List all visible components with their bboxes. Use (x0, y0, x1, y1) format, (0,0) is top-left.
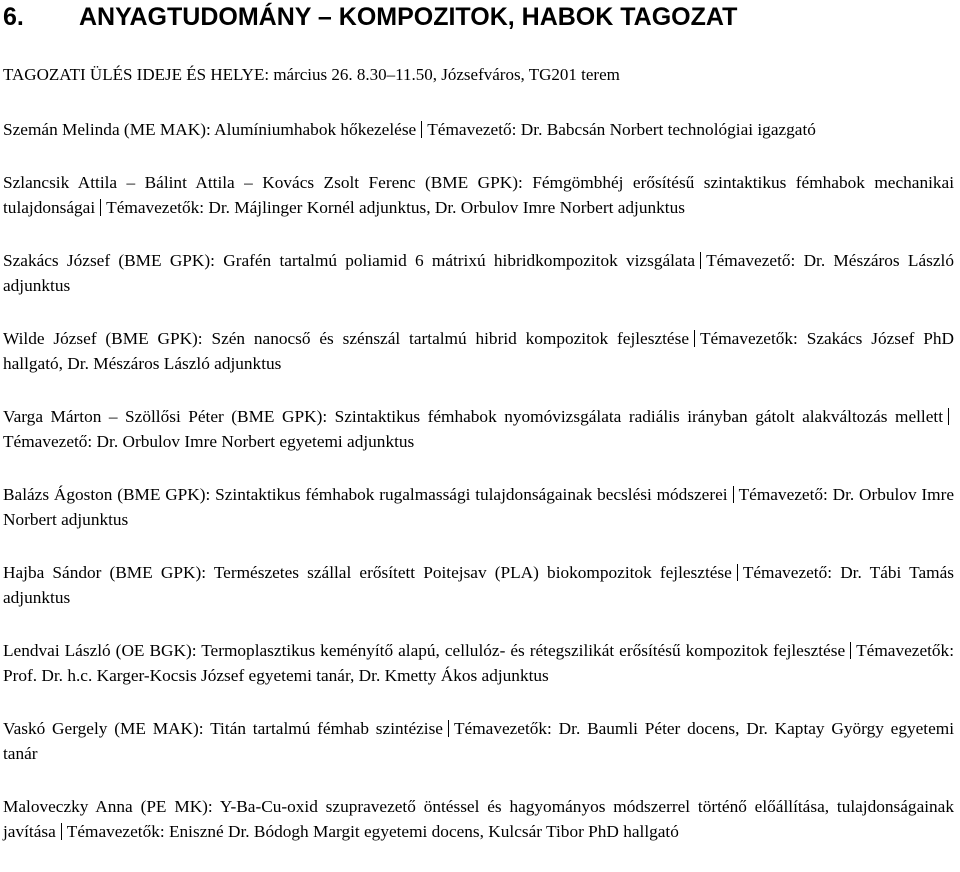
presentation-entry (3, 170, 954, 221)
separator-bar (61, 823, 62, 840)
presentation-title: Hajba Sándor (BME GPK): Természetes szállal erősített Poitejsav (PLA) biokompozitok fejlesztése (3, 562, 732, 582)
presentation-list (3, 117, 954, 872)
presentation-title: Balázs Ágoston (BME GPK): Szintaktikus fémhabok rugalmassági tulajdonságainak becslési módszerei (3, 484, 728, 504)
section-title: ANYAGTUDOMÁNY – KOMPOZITOK, HABOK TAGOZAT (79, 3, 738, 31)
presentation-title: Vaskó Gergely (ME MAK): Titán tartalmú fémhab szintézise (3, 718, 443, 738)
separator-bar (694, 330, 695, 347)
supervisor-text: Témavezető: Dr. Orbulov Imre Norbert egyetemi adjunktus (3, 432, 415, 451)
presentation-title: Lendvai László (OE BGK): Termoplasztikus keményítő alapú, cellulóz- és rétegszilikát erősítésű kompozitok fejlesztése (3, 640, 846, 660)
separator-bar (100, 199, 101, 216)
supervisor-text: Témavezető: Dr. Orbulov Imre Norbert adjunktus (3, 484, 955, 529)
separator-bar (700, 252, 701, 269)
presentation-entry (3, 326, 954, 377)
presentation-title: Szlancsik Attila – Bálint Attila – Kovács Zsolt Ferenc (BME GPK): Fémgömbhéj erősítésű szintaktikus fémhabok mechanikai tulajdonságai (3, 172, 954, 217)
presentation-entry (3, 638, 954, 689)
presentation-title: Szemán Melinda (ME MAK): Alumíniumhabok hőkezelése (3, 120, 417, 139)
presentation-entry (3, 560, 954, 611)
section-heading (3, 0, 737, 34)
supervisor-text: Témavezetők: Szakács József PhD hallgató, Dr. Mészáros László adjunktus (3, 328, 954, 373)
supervisor-text: Témavezető: Dr. Mészáros László adjunktus (3, 250, 954, 295)
separator-bar (733, 486, 734, 503)
presentation-entry (3, 794, 954, 845)
presentation-entry (3, 404, 954, 455)
supervisor-text: Témavezető: Dr. Babcsán Norbert technológiai igazgató (427, 120, 816, 139)
presentation-title: Maloveczky Anna (PE MK): Y-Ba-Cu-oxid szupravezető öntéssel és hagyományos módszerrel történő előállítása, tulajdonságainak javítása (3, 796, 954, 841)
presentation-entry (3, 248, 954, 299)
separator-bar (448, 720, 449, 737)
separator-bar (737, 564, 738, 581)
separator-bar (850, 642, 851, 659)
separator-bar (421, 121, 422, 138)
session-info: TAGOZATI ÜLÉS IDEJE ÉS HELYE: március 26. 8.30–11.50, Józsefváros, TG201 terem (3, 65, 620, 84)
presentation-title: Varga Márton – Szöllősi Péter (BME GPK): Szintaktikus fémhabok nyomóvizsgálata radiális irányban gátolt alakváltozás mellett (3, 406, 943, 426)
presentation-entry (3, 482, 954, 533)
supervisor-text: Témavezető: Dr. Tábi Tamás adjunktus (3, 562, 954, 607)
presentation-title: Wilde József (BME GPK): Szén nanocső és szénszál tartalmú hibrid kompozitok fejlesztése (3, 328, 689, 348)
supervisor-text: Témavezetők: Dr. Baumli Péter docens, Dr. Kaptay György egyetemi tanár (3, 718, 955, 763)
separator-bar (948, 408, 949, 425)
presentation-title: Szakács József (BME GPK): Grafén tartalmú poliamid 6 mátrixú hibridkompozitok vizsgálata (3, 250, 696, 270)
presentation-entry (3, 117, 954, 143)
supervisor-text: Témavezetők: Eniszné Dr. Bódogh Margit egyetemi docens, Kulcsár Tibor PhD hallgató (66, 822, 679, 841)
supervisor-text: Témavezetők: Dr. Májlinger Kornél adjunktus, Dr. Orbulov Imre Norbert adjunktus (106, 198, 685, 217)
presentation-entry (3, 716, 954, 767)
section-number: 6. (3, 3, 24, 31)
supervisor-text: Témavezetők: Prof. Dr. h.c. Karger-Kocsis József egyetemi tanár, Dr. Kmetty Ákos adjunktus (3, 640, 954, 685)
